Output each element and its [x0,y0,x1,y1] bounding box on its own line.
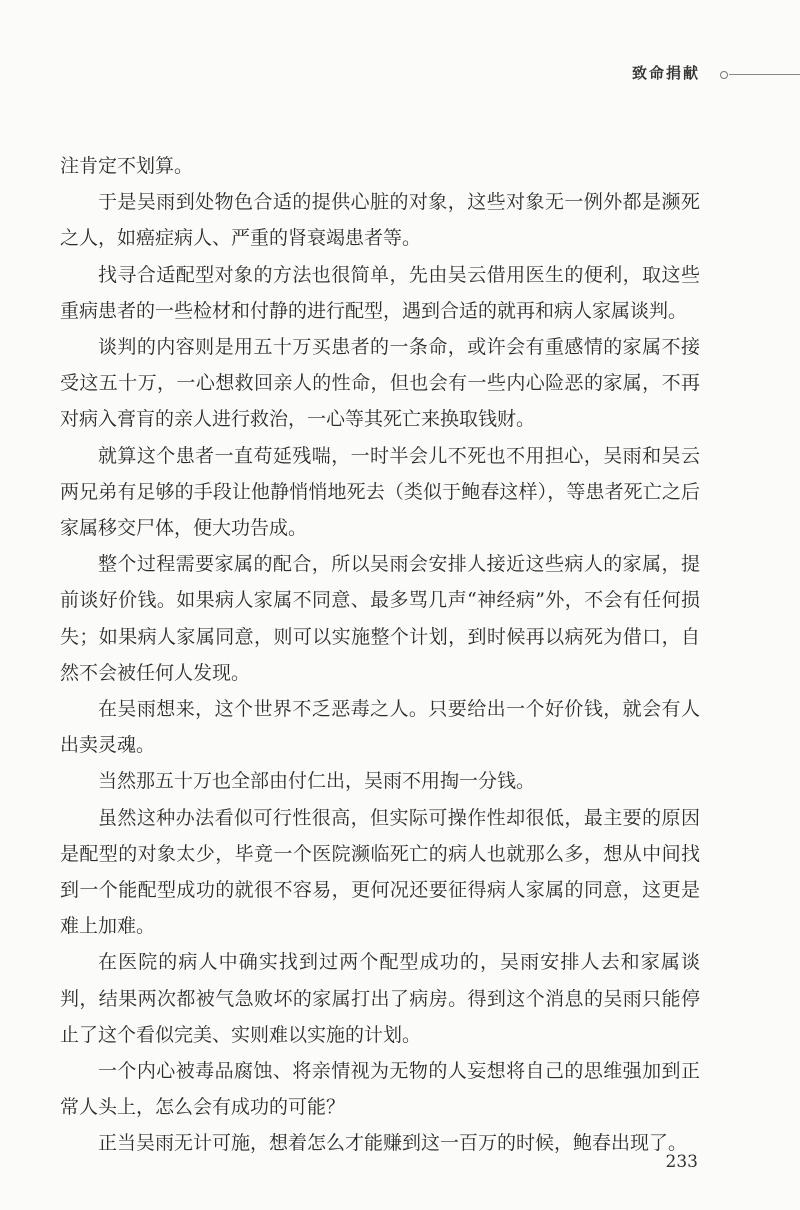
header-rule-line [729,74,800,75]
body-text [60,148,700,1162]
running-header-title: 致命捐献 [631,64,700,82]
paragraph: 于是吴雨到处物色合适的提供心脏的对象，这些对象无一例外都是濒死之人，如癌症病人、严重的肾衰竭患者等。 [60,191,700,250]
paragraph: 在吴雨想来，这个世界不乏恶毒之人。只要给出一个好价钱，就会有人出卖灵魂。 [60,698,700,757]
paragraph: 注肯定不划算。 [60,155,194,177]
paragraph: 找寻合适配型对象的方法也很简单，先由吴云借用医生的便利，取这些重病患者的一些检材和付静的进行配型，遇到合适的就再和病人家属谈判。 [60,263,700,322]
paragraph: 当然那五十万也全部由付仁出，吴雨不用掏一分钱。 [98,770,536,793]
paragraph: 整个过程需要家属的配合，所以吴雨会安排人接近这些病人的家属，提前谈好价钱。如果病人家属不同意、最多骂几声“神经病”外，不会有任何损失；如果病人家属同意，则可以实施整个计划，到时候再以病死为借口，自然不会被任何人发现。 [60,553,700,684]
paragraph: 正当吴雨无计可施，想着怎么才能赚到这一百万的时候，鲍春出现了。 [98,1132,688,1155]
paragraph: 虽然这种办法看似可行性很高，但实际可操作性却很低，最主要的原因是配型的对象太少，毕竟一个医院濒临死亡的病人也就那么多，想从中间找到一个能配型成功的就很不容易，更何况还要征得病人家属的同意，这更是难上加难。 [60,806,700,938]
running-header [0,62,800,86]
paragraph: 就算这个患者一直苟延残喘，一时半会儿不死也不用担心，吴雨和吴云两兄弟有足够的手段让他静悄悄地死去（类似于鲍春这样），等患者死亡之后家属移交尸体，便大功告成。 [60,444,700,540]
paragraph: 谈判的内容则是用五十万买患者的一条命，或许会有重感情的家属不接受这五十万，一心想救回亲人的性命，但也会有一些内心险恶的家属，不再对病入膏肓的亲人进行救治，一心等其死亡来换取钱财。 [60,336,700,431]
page-number: 233 [665,1152,698,1172]
paragraph: 一个内心被毒品腐蚀、将亲情视为无物的人妄想将自己的思维强加到正常人头上，怎么会有成功的可能？ [60,1060,700,1119]
header-ornament-dot [720,71,728,79]
paragraph: 在医院的病人中确实找到过两个配型成功的，吴雨安排人去和家属谈判，结果两次都被气急败坏的家属打出了病房。得到这个消息的吴雨只能停止了这个看似完美、实则难以实施的计划。 [60,951,700,1046]
